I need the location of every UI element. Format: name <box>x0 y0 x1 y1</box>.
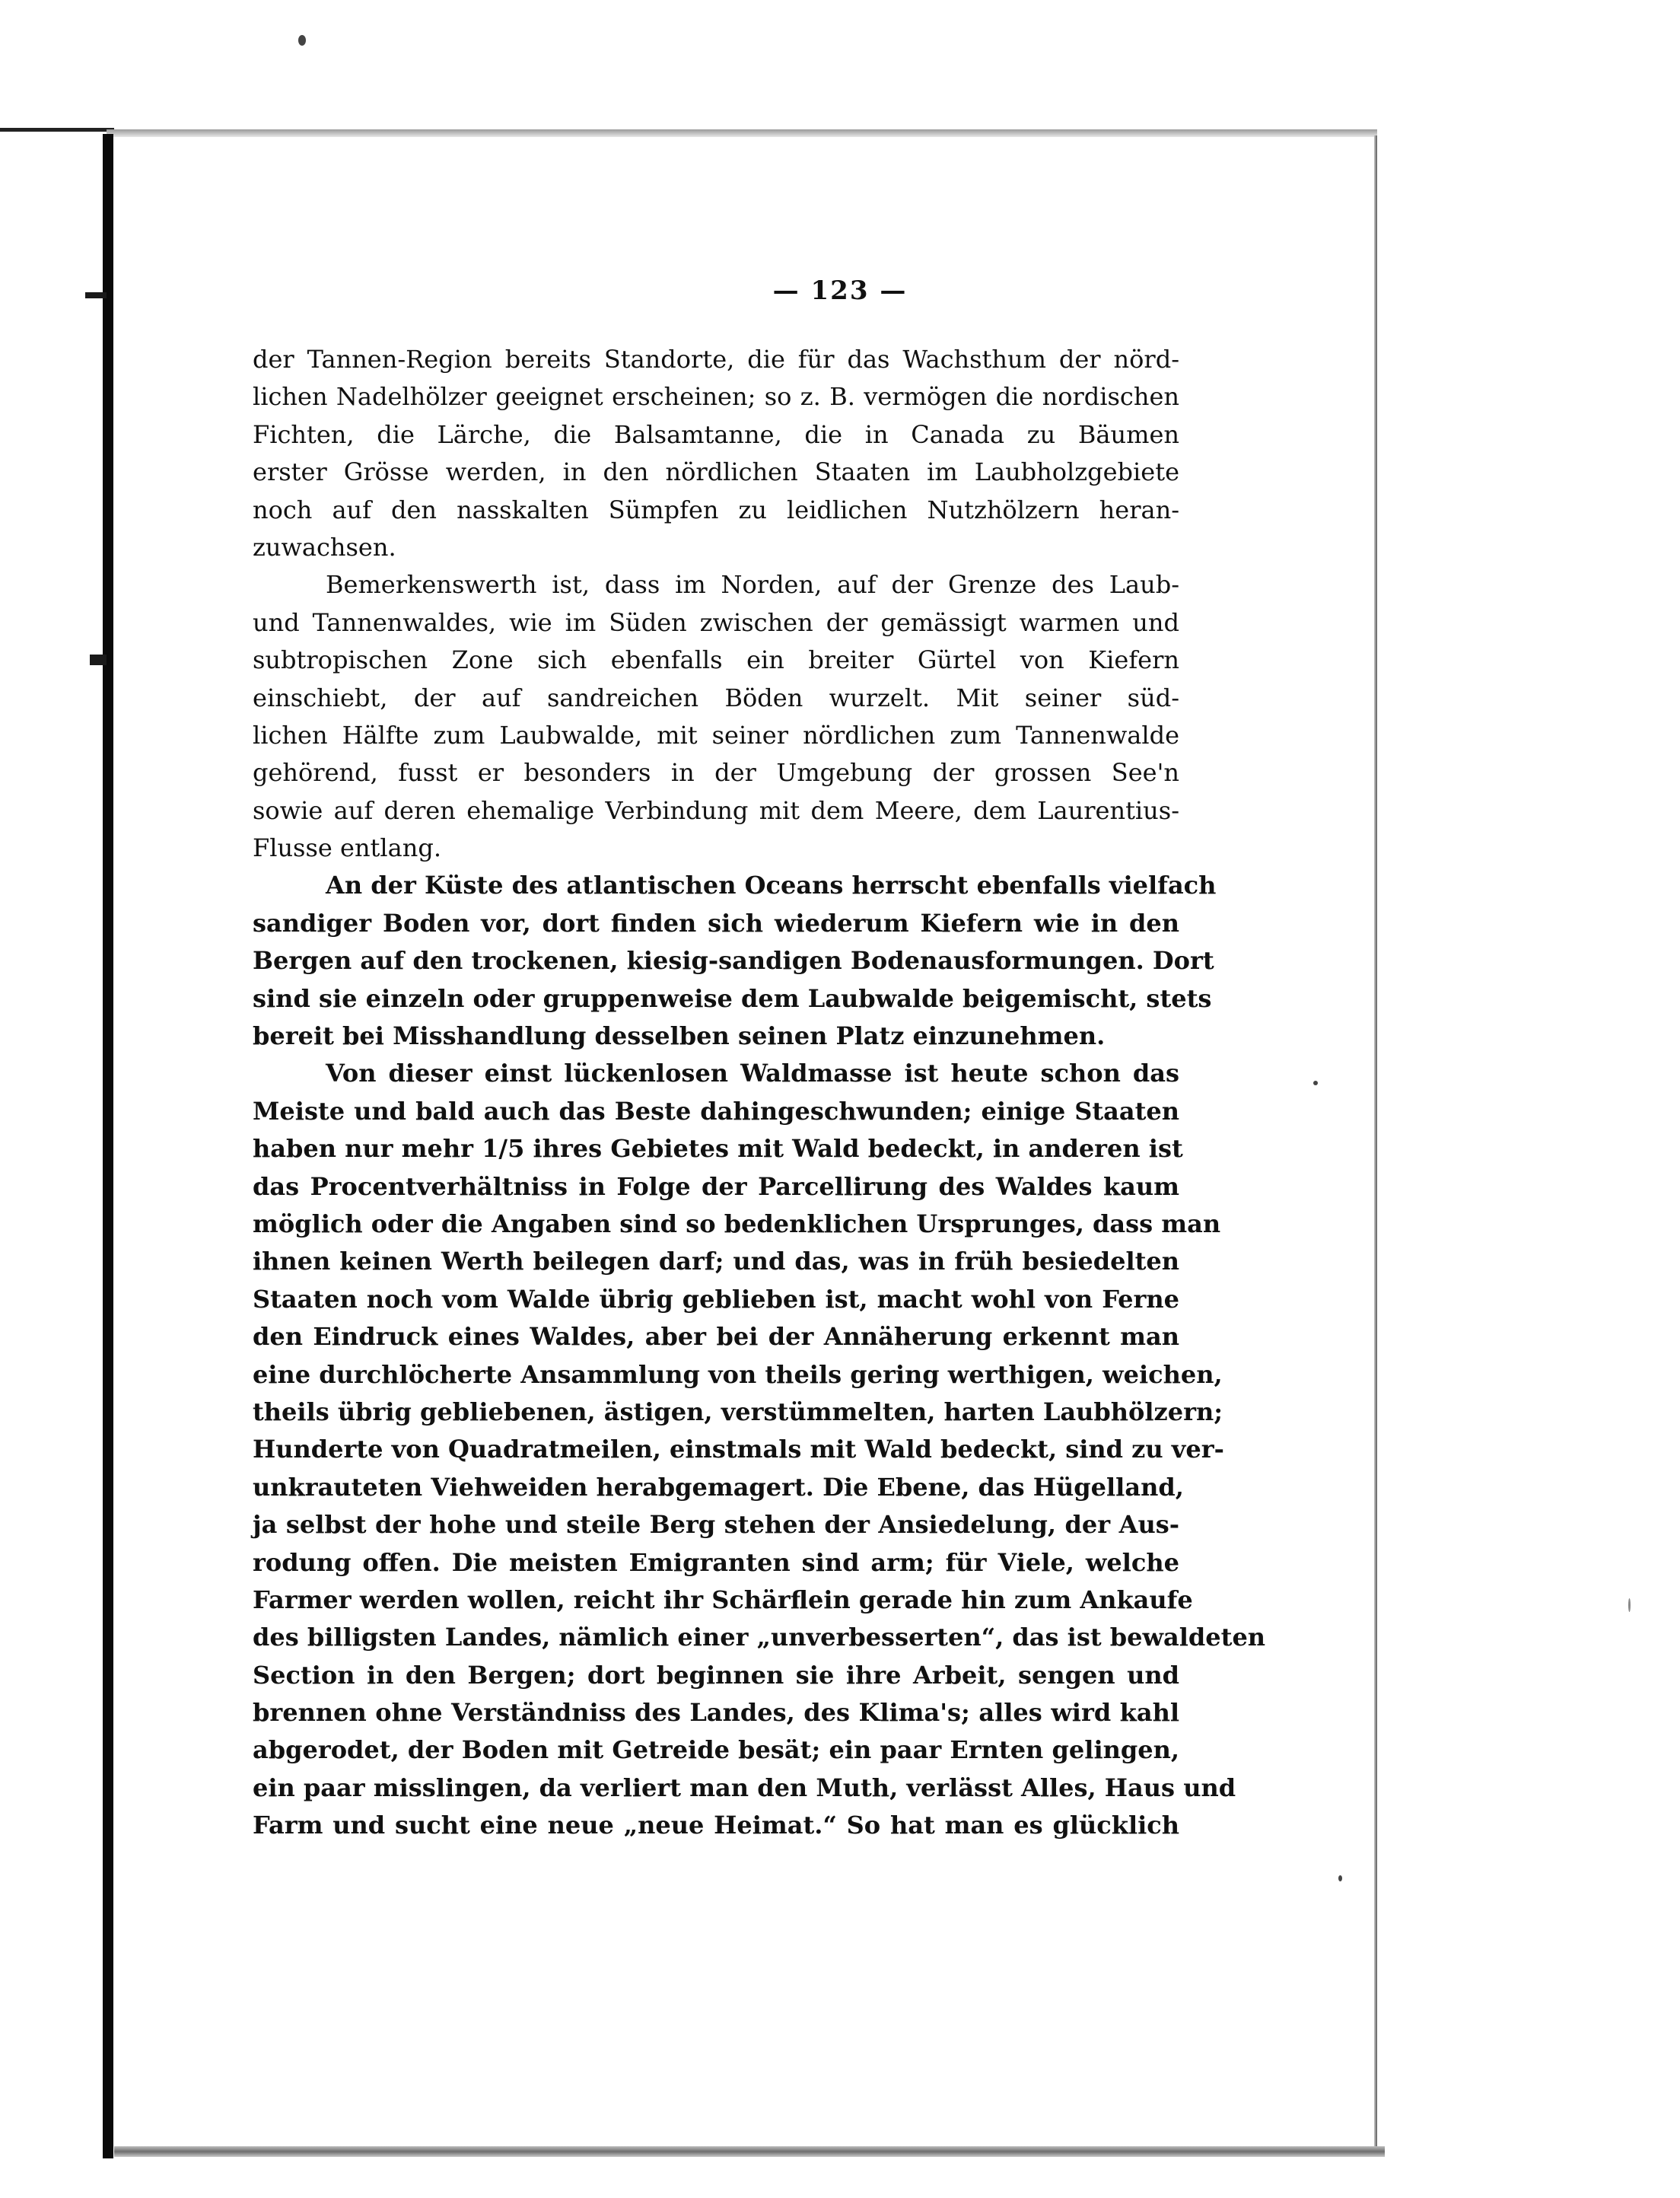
text-line: lichen Hälfte zum Laubwalde, mit seiner nördlichen zum Tannenwalde <box>253 720 1179 750</box>
text-line: rodung offen. Die meisten Emigranten sind arm; für Viele, welche <box>253 1547 1179 1577</box>
text-line: An der Küste des atlantischen Oceans herrscht ebenfalls vielfach <box>326 871 1217 900</box>
text-line: sowie auf deren ehemalige Verbindung mit dem Meere, dem Laurentius- <box>253 795 1179 825</box>
text-line: subtropischen Zone sich ebenfalls ein breiter Gürtel von Kiefern <box>253 645 1179 675</box>
text-line: der Tannen-Region bereits Standorte, die für das Wachsthum der nörd- <box>253 345 1179 374</box>
text-line: ja selbst der hohe und steile Berg stehen der Ansiedelung, der Aus- <box>253 1510 1179 1540</box>
book-edge-top-left <box>0 128 114 132</box>
text-line: noch auf den nasskalten Sümpfen zu leidlichen Nutzhölzern heran- <box>253 495 1179 524</box>
text-line: Bergen auf den trockenen, kiesig-sandigen Bodenausformungen. Dort <box>253 946 1214 976</box>
book-edge-top <box>107 129 1377 137</box>
text-line: Bemerkenswerth ist, dass im Norden, auf der Grenze des Laub- <box>326 570 1179 600</box>
body-text <box>253 341 1266 1845</box>
text-line: sandiger Boden vor, dort finden sich wiederum Kiefern wie in den <box>253 908 1179 938</box>
text-line: Meiste und bald auch das Beste dahingeschwunden; einige Staaten <box>253 1096 1179 1126</box>
text-line: ein paar misslingen, da verliert man den Muth, verlässt Alles, Haus und <box>253 1773 1236 1802</box>
text-line: Staaten noch vom Walde übrig geblieben ist, macht wohl von Ferne <box>253 1284 1179 1314</box>
text-line: bereit bei Misshandlung desselben seinen Platz einzunehmen. <box>253 1021 1106 1051</box>
text-line: zuwachsen. <box>253 532 396 562</box>
text-line: Section in den Bergen; dort beginnen sie ihre Arbeit, sengen und <box>253 1660 1179 1690</box>
text-line: eine durchlöcherte Ansammlung von theils gering werthigen, weichen, <box>253 1359 1223 1389</box>
text-line: brennen ohne Verständniss des Landes, des Klima's; alles wird kahl <box>253 1698 1179 1728</box>
text-line: Hunderte von Quadratmeilen, einstmals mit Wald bedeckt, sind zu ver- <box>253 1435 1224 1464</box>
text-line: unkrauteten Viehweiden herabgemagert. Die Ebene, das Hügelland, <box>253 1472 1184 1502</box>
text-line: lichen Nadelhölzer geeignet erscheinen; so z. B. vermögen die nordischen <box>253 382 1179 412</box>
text-line: den Eindruck eines Waldes, aber bei der Annäherung erkennt man <box>253 1322 1179 1352</box>
scan-speck <box>1338 1875 1342 1881</box>
text-line: gehörend, fusst er besonders in der Umgebung der grossen See'n <box>253 758 1179 788</box>
scan-speck <box>298 35 306 46</box>
book-edge-mark <box>90 655 107 665</box>
text-line: das Procentverhältniss in Folge der Parcellirung des Waldes kaum <box>253 1171 1179 1201</box>
text-line: Von dieser einst lückenlosen Waldmasse ist heute schon das <box>326 1059 1179 1088</box>
text-line: abgerodet, der Boden mit Getreide besät; ein paar Ernten gelingen, <box>253 1735 1179 1765</box>
text-line: theils übrig gebliebenen, ästigen, verstümmelten, harten Laubhölzern; <box>253 1397 1223 1426</box>
scan-speck <box>1313 1081 1318 1085</box>
text-line: möglich oder die Angaben sind so bedenklichen Ursprunges, dass man <box>253 1209 1221 1238</box>
text-line: des billigsten Landes, nämlich einer „unverbesserten“, das ist bewaldeten <box>253 1623 1266 1652</box>
scan-speck <box>1628 1598 1631 1612</box>
text-line: und Tannenwaldes, wie im Süden zwischen der gemässigt warmen und <box>253 607 1179 637</box>
text-line: sind sie einzeln oder gruppenweise dem Laubwalde beigemischt, stets <box>253 983 1212 1013</box>
text-line: haben nur mehr 1/5 ihres Gebietes mit Wald bedeckt, in anderen ist <box>253 1134 1183 1164</box>
text-line: erster Grösse werden, in den nördlichen Staaten im Laubholzgebiete <box>253 457 1179 487</box>
page-number: — 123 — <box>772 276 908 306</box>
text-line: Farm und sucht eine neue „neue Heimat.“ So hat man es glücklich <box>253 1811 1179 1840</box>
book-edge-right <box>1374 135 1377 2152</box>
text-line: ihnen keinen Werth beilegen darf; und das, was in früh besiedelten <box>253 1247 1179 1276</box>
book-spine-edge <box>103 134 113 2158</box>
text-line: einschiebt, der auf sandreichen Böden wurzelt. Mit seiner süd- <box>253 683 1179 712</box>
book-edge-bottom <box>114 2146 1385 2157</box>
text-line: Flusse entlang. <box>253 833 441 863</box>
text-line: Fichten, die Lärche, die Balsamtanne, die in Canada zu Bäumen <box>253 419 1179 449</box>
text-line: Farmer werden wollen, reicht ihr Schärflein gerade hin zum Ankaufe <box>253 1585 1193 1614</box>
